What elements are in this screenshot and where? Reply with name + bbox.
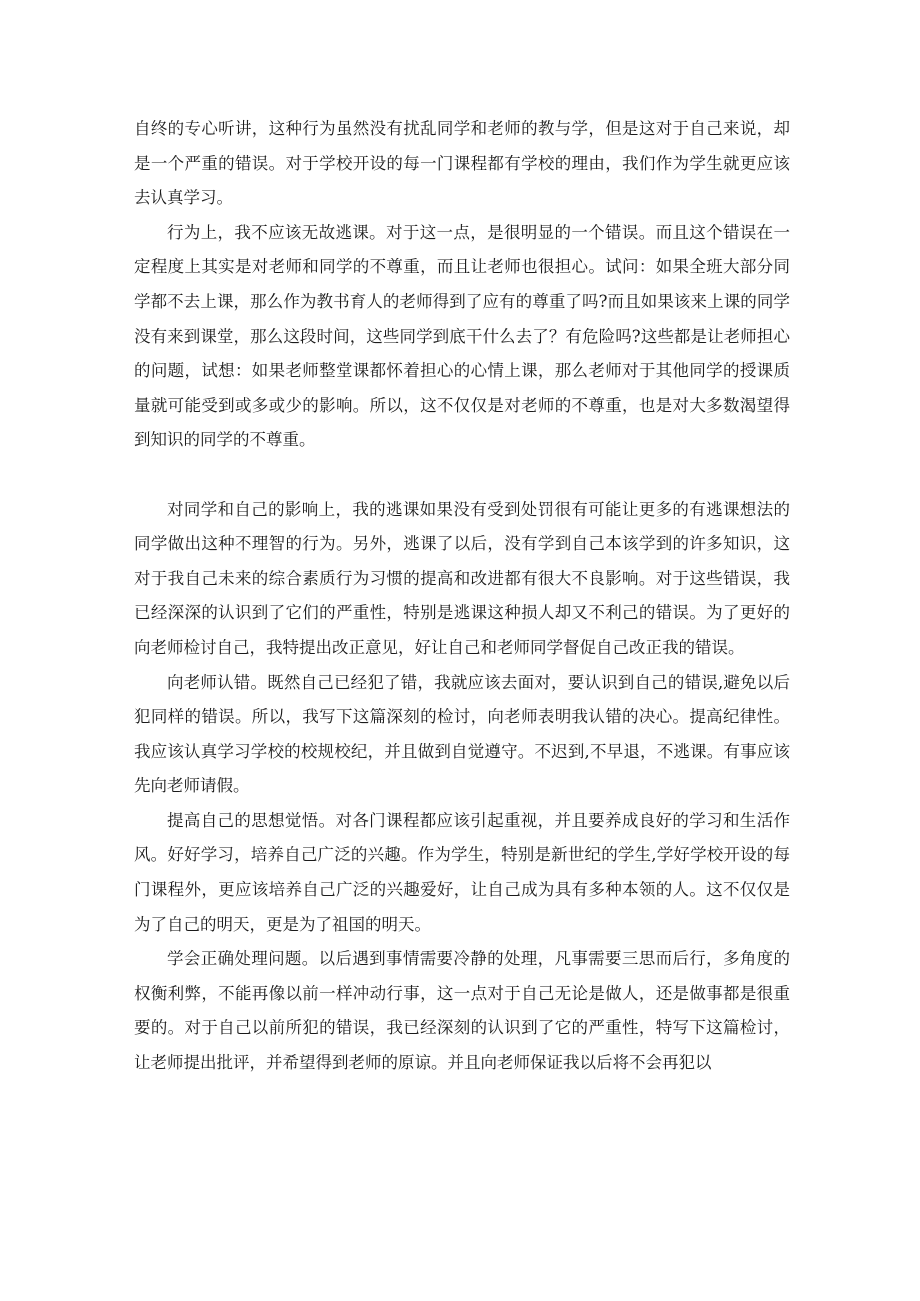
paragraph-apologize: 向老师认错。既然自己已经犯了错，我就应该去面对，要认识到自己的错误,避免以后犯同样的错误。所以，我写下这篇深刻的检讨，向老师表明我认错的决心。提高纪律性。我应该认真学习学校的校规校纪，并且做到自觉遵守。不迟到,不早退，不逃课。有事应该先向老师请假。 [134, 672, 790, 796]
paragraph-influence: 对同学和自己的影响上，我的逃课如果没有受到处罚很有可能让更多的有逃课想法的同学做出这种不理智的行为。另外，逃课了以后，没有学到自己本该学到的许多知识，这对于我自己未来的综合素质行为习惯的提高和改进都有很大不良影响。对于这些错误，我已经深深的认识到了它们的严重性，特别是逃课这种损人却又不利己的错误。为了更好的向老师检讨自己，我特提出改正意见，好让自己和老师同学督促自己改正我的错误。 [134, 499, 790, 657]
paragraph-continued: 自终的专心听讲，这种行为虽然没有扰乱同学和老师的教与学，但是这对于自己来说，却是一个严重的错误。对于学校开设的每一门课程都有学校的理由，我们作为学生就更应该去认真学习。 [134, 119, 790, 208]
paragraph-handling: 学会正确处理问题。以后遇到事情需要冷静的处理，凡事需要三思而后行，多角度的权衡利弊，不能再像以前一样冲动行事，这一点对于自己无论是做人，还是做事都是很重要的。对于自己以前所犯的错误，我已经深刻的认识到了它的严重性，特写下这篇检讨，让老师提出批评，并希望得到老师的原谅。并且向老师保证我以后将不会再犯以 [134, 949, 790, 1073]
paragraph-awareness: 提高自己的思想觉悟。对各门课程都应该引起重视，并且要养成良好的学习和生活作风。好好学习，培养自己广泛的兴趣。作为学生，特别是新世纪的学生,学好学校开设的每门课程外，更应该培养自己广泛的兴趣爱好，让自己成为具有多种本领的人。这不仅仅是为了自己的明天，更是为了祖国的明天。 [134, 810, 790, 934]
paragraph-gap [134, 458, 790, 493]
paragraph-behavior: 行为上，我不应该无故逃课。对于这一点，是很明显的一个错误。而且这个错误在一定程度上其实是对老师和同学的不尊重，而且让老师也很担心。试问：如果全班大部分同学都不去上课，那么作为教书育人的老师得到了应有的尊重了吗?而且如果该来上课的同学没有来到课堂，那么这段时间，这些同学到底干什么去了？有危险吗?这些都是让老师担心的问题，试想：如果老师整堂课都怀着担心的心情上课，那么老师对于其他同学的授课质量就可能受到或多或少的影响。所以，这不仅仅是对老师的不尊重，也是对大多数渴望得到知识的同学的不尊重。 [134, 222, 790, 450]
document-body [134, 112, 790, 1081]
